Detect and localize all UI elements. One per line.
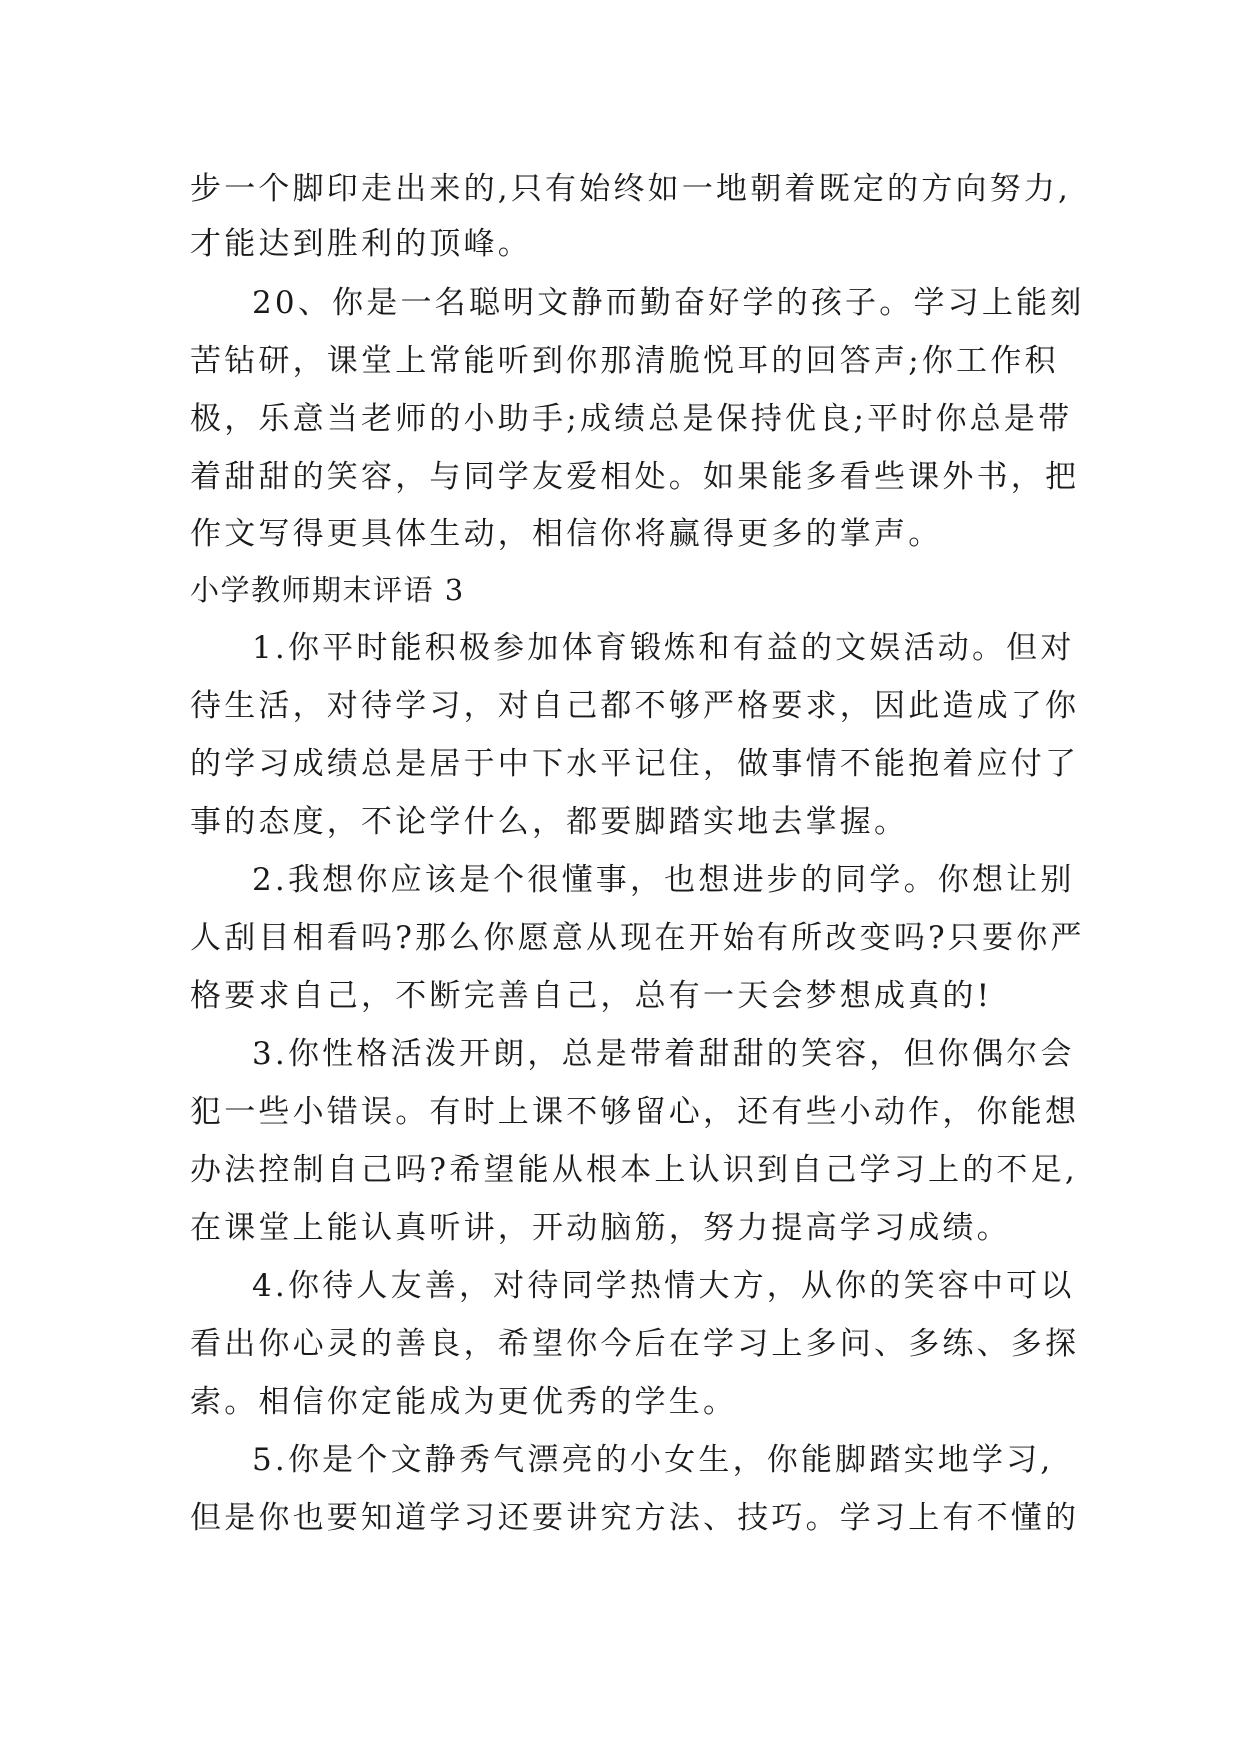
text-line: 极，乐意当老师的小助手;成绩总是保持优良;平时你总是带 [190,401,1073,437]
text-line: 待生活，对待学习，对自己都不够严格要求，因此造成了你 [190,688,1080,724]
text-line: 犯一些小错误。有时上课不够留心，还有些小动作，你能想 [190,1094,1080,1130]
paragraph-2-start: 2.我想你应该是个很懂事，也想进步的同学。你想让别 [252,862,1075,898]
text-line: 的学习成绩总是居于中下水平记住，做事情不能抱着应付了 [190,746,1080,782]
text-line: 作文写得更具体生动，相信你将赢得更多的掌声。 [190,516,943,552]
text-line: 苦钻研，课堂上常能听到你那清脆悦耳的回答声;你工作积 [190,343,1059,379]
section-heading: 小学教师期末评语 3 [190,573,465,607]
text-line: 格要求自己，不断完善自己，总有一天会梦想成真的! [190,978,993,1014]
paragraph-5-start: 5.你是个文静秀气漂亮的小女生，你能脚踏实地学习, [252,1442,1054,1478]
text-line: 索。相信你定能成为更优秀的学生。 [190,1384,738,1420]
text-line: 在课堂上能认真听讲，开动脑筋，努力提高学习成绩。 [190,1210,1011,1246]
paragraph-1-start: 1.你平时能积极参加体育锻炼和有益的文娱活动。但对 [252,630,1075,666]
paragraph-4-start: 4.你待人友善，对待同学热情大方，从你的笑容中可以 [252,1268,1075,1304]
paragraph-3-start: 3.你性格活泼开朗，总是带着甜甜的笑容，但你偶尔会 [252,1036,1075,1072]
text-line: 着甜甜的笑容，与同学友爱相处。如果能多看些课外书，把 [190,459,1080,495]
paragraph-20-start: 20、你是一名聪明文静而勤奋好学的孩子。学习上能刻 [252,285,1085,321]
text-line: 看出你心灵的善良，希望你今后在学习上多问、多练、多探 [190,1326,1080,1362]
text-line: 办法控制自己吗?希望能从根本上认识到自己学习上的不足, [190,1152,1078,1188]
text-line: 步一个脚印走出来的,只有始终如一地朝着既定的方向努力, [190,171,1072,207]
text-line: 事的态度，不论学什么，都要脚踏实地去掌握。 [190,804,909,840]
text-line: 但是你也要知道学习还要讲究方法、技巧。学习上有不懂的 [190,1500,1080,1536]
text-line: 人刮目相看吗?那么你愿意从现在开始有所改变吗?只要你严 [190,920,1085,956]
text-line: 才能达到胜利的顶峰。 [190,226,532,262]
